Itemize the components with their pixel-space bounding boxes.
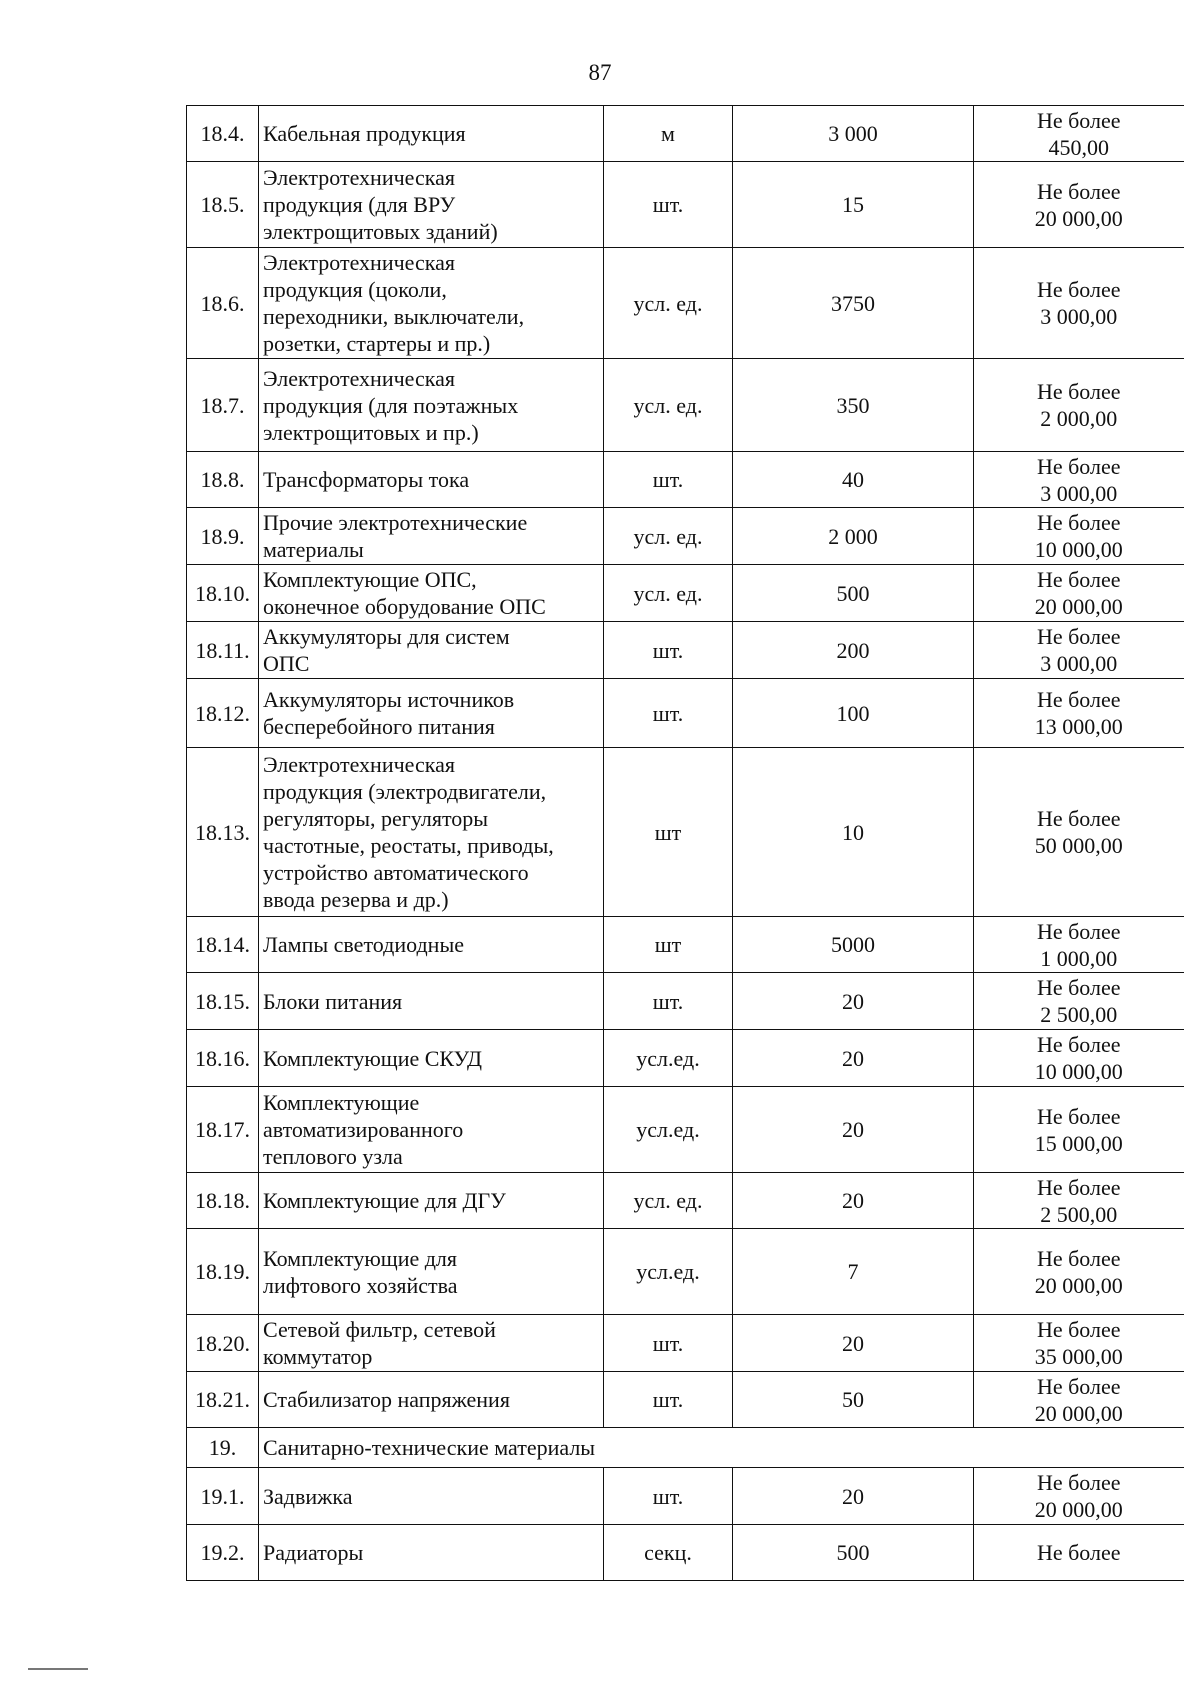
item-price: Не более 20 000,00 [974, 565, 1184, 622]
item-quantity: 2 000 [733, 508, 974, 565]
item-name: Комплектующие для лифтового хозяйства [259, 1229, 604, 1315]
table-row [187, 106, 1184, 162]
item-name: Комплектующие автоматизированного теплового узла [259, 1087, 604, 1173]
page-number: 87 [588, 60, 612, 85]
item-quantity: 20 [733, 1468, 974, 1525]
item-unit: шт [604, 917, 733, 973]
item-price: Не более 10 000,00 [974, 508, 1184, 565]
item-unit: шт. [604, 973, 733, 1030]
row-number: 18.12. [187, 679, 259, 748]
item-price: Не более 50 000,00 [974, 748, 1184, 917]
row-number: 18.19. [187, 1229, 259, 1315]
row-number: 18.8. [187, 452, 259, 508]
item-quantity: 20 [733, 1087, 974, 1173]
item-quantity: 100 [733, 679, 974, 748]
row-number: 19.2. [187, 1525, 259, 1581]
item-name: Стабилизатор напряжения [259, 1372, 604, 1428]
item-unit: усл. ед. [604, 248, 733, 359]
table-row [187, 748, 1184, 917]
table-row [187, 452, 1184, 508]
item-price: Не более 10 000,00 [974, 1030, 1184, 1087]
item-quantity: 500 [733, 565, 974, 622]
item-unit: шт. [604, 1372, 733, 1428]
row-number: 18.16. [187, 1030, 259, 1087]
materials-table [186, 105, 1184, 1581]
item-quantity: 7 [733, 1229, 974, 1315]
row-number: 18.6. [187, 248, 259, 359]
row-number: 19.1. [187, 1468, 259, 1525]
item-price: Не более 20 000,00 [974, 1229, 1184, 1315]
item-unit: шт. [604, 622, 733, 679]
item-unit: шт. [604, 1315, 733, 1372]
row-number: 18.13. [187, 748, 259, 917]
item-quantity: 350 [733, 359, 974, 452]
item-name: Блоки питания [259, 973, 604, 1030]
table-row [187, 162, 1184, 248]
row-number: 18.7. [187, 359, 259, 452]
item-price: Не более [974, 1525, 1184, 1581]
item-quantity: 20 [733, 1173, 974, 1229]
item-unit: усл. ед. [604, 359, 733, 452]
table-row [187, 917, 1184, 973]
item-name: Электротехническая продукция (для ВРУ электрощитовых зданий) [259, 162, 604, 248]
item-quantity: 50 [733, 1372, 974, 1428]
item-name: Прочие электротехнические материалы [259, 508, 604, 565]
item-price: Не более 20 000,00 [974, 1372, 1184, 1428]
item-unit: усл. ед. [604, 508, 733, 565]
item-name: Кабельная продукция [259, 106, 604, 162]
item-unit: шт. [604, 162, 733, 248]
item-name: Комплектующие ОПС, оконечное оборудование ОПС [259, 565, 604, 622]
item-unit: усл.ед. [604, 1030, 733, 1087]
table-row [187, 1229, 1184, 1315]
item-name: Задвижка [259, 1468, 604, 1525]
item-price: Не более 2 500,00 [974, 973, 1184, 1030]
row-number: 18.11. [187, 622, 259, 679]
item-quantity: 40 [733, 452, 974, 508]
item-name: Радиаторы [259, 1525, 604, 1581]
item-unit: шт. [604, 452, 733, 508]
item-price: Не более 35 000,00 [974, 1315, 1184, 1372]
item-quantity: 3 000 [733, 106, 974, 162]
item-name: Трансформаторы тока [259, 452, 604, 508]
item-price: Не более 1 000,00 [974, 917, 1184, 973]
item-price: Не более 2 500,00 [974, 1173, 1184, 1229]
row-number: 19. [187, 1428, 259, 1468]
table-row [187, 1468, 1184, 1525]
item-unit: усл. ед. [604, 1173, 733, 1229]
item-quantity: 5000 [733, 917, 974, 973]
item-name: Электротехническая продукция (электродвигатели, регуляторы, регуляторы частотные, реостаты, приводы, устройство автоматического ввода резерва и др.) [259, 748, 604, 917]
row-number: 18.4. [187, 106, 259, 162]
row-number: 18.18. [187, 1173, 259, 1229]
item-unit: шт. [604, 679, 733, 748]
item-price: Не более 3 000,00 [974, 452, 1184, 508]
row-number: 18.17. [187, 1087, 259, 1173]
item-price: Не более 450,00 [974, 106, 1184, 162]
table-row [187, 1372, 1184, 1428]
item-quantity: 3750 [733, 248, 974, 359]
item-name: Лампы светодиодные [259, 917, 604, 973]
item-price: Не более 3 000,00 [974, 622, 1184, 679]
item-quantity: 500 [733, 1525, 974, 1581]
item-price: Не более 20 000,00 [974, 1468, 1184, 1525]
item-quantity: 10 [733, 748, 974, 917]
item-price: Не более 13 000,00 [974, 679, 1184, 748]
table-row [187, 973, 1184, 1030]
item-price: Не более 20 000,00 [974, 162, 1184, 248]
item-quantity: 20 [733, 1030, 974, 1087]
table-row [187, 508, 1184, 565]
section-title: Санитарно-технические материалы [259, 1428, 1184, 1468]
item-name: Электротехническая продукция (для поэтажных электрощитовых и пр.) [259, 359, 604, 452]
row-number: 18.21. [187, 1372, 259, 1428]
item-name: Комплектующие СКУД [259, 1030, 604, 1087]
item-quantity: 20 [733, 1315, 974, 1372]
table-row [187, 1173, 1184, 1229]
item-name: Комплектующие для ДГУ [259, 1173, 604, 1229]
scan-artifact [28, 1668, 88, 1670]
table-row [187, 359, 1184, 452]
row-number: 18.10. [187, 565, 259, 622]
table-row [187, 679, 1184, 748]
item-name: Сетевой фильтр, сетевой коммутатор [259, 1315, 604, 1372]
row-number: 18.14. [187, 917, 259, 973]
item-price: Не более 15 000,00 [974, 1087, 1184, 1173]
item-quantity: 200 [733, 622, 974, 679]
item-unit: усл.ед. [604, 1087, 733, 1173]
item-unit: шт [604, 748, 733, 917]
item-price: Не более 3 000,00 [974, 248, 1184, 359]
section-row [187, 1428, 1184, 1468]
item-name: Аккумуляторы для систем ОПС [259, 622, 604, 679]
item-quantity: 15 [733, 162, 974, 248]
table-body [187, 106, 1184, 1581]
row-number: 18.20. [187, 1315, 259, 1372]
table-row [187, 1525, 1184, 1581]
table-row [187, 248, 1184, 359]
item-name: Электротехническая продукция (цоколи, переходники, выключатели, розетки, стартеры и пр.) [259, 248, 604, 359]
item-unit: усл. ед. [604, 565, 733, 622]
table-row [187, 1030, 1184, 1087]
row-number: 18.15. [187, 973, 259, 1030]
row-number: 18.5. [187, 162, 259, 248]
item-quantity: 20 [733, 973, 974, 1030]
table-row [187, 1315, 1184, 1372]
item-name: Аккумуляторы источников бесперебойного питания [259, 679, 604, 748]
table-row [187, 565, 1184, 622]
table-row [187, 622, 1184, 679]
item-unit: м [604, 106, 733, 162]
item-unit: усл.ед. [604, 1229, 733, 1315]
item-price: Не более 2 000,00 [974, 359, 1184, 452]
table-row [187, 1087, 1184, 1173]
item-unit: секц. [604, 1525, 733, 1581]
row-number: 18.9. [187, 508, 259, 565]
item-unit: шт. [604, 1468, 733, 1525]
